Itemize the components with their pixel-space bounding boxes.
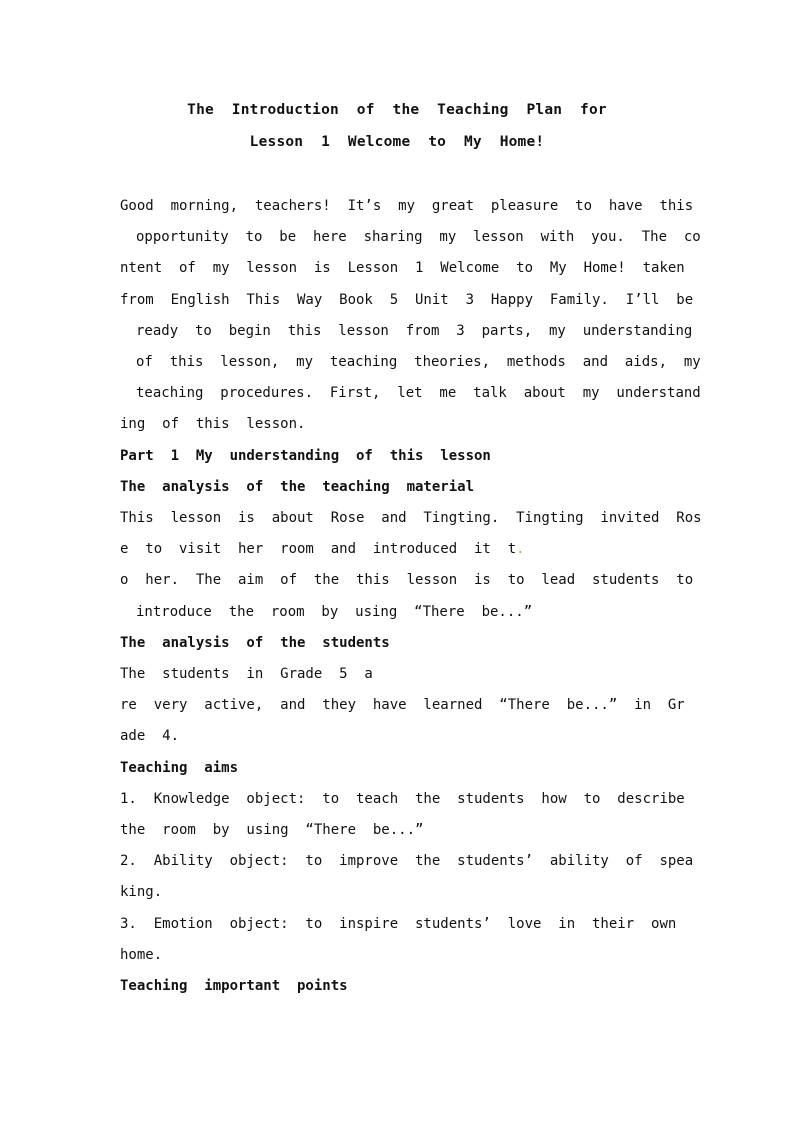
section-heading: Part 1 My understanding of this lesson	[120, 448, 491, 464]
paragraph-line: ing of this lesson.	[120, 416, 306, 432]
stray-mark: .	[516, 541, 525, 557]
paragraph-line: ntent of my lesson is Lesson 1 Welcome to My Home! taken	[120, 260, 685, 276]
list-item: 3. Emotion object: to inspire students’ love in their own	[120, 916, 677, 932]
paragraph-line: introduce the room by using “There be...”	[136, 604, 533, 620]
paragraph-line: of this lesson, my teaching theories, methods and aids, my	[136, 354, 701, 370]
list-item: 1. Knowledge object: to teach the students how to describe	[120, 791, 685, 807]
list-item: the room by using “There be...”	[120, 822, 424, 838]
document-title-line-1: The Introduction of the Teaching Plan for	[187, 102, 607, 118]
paragraph-line: from English This Way Book 5 Unit 3 Happy Family. I’ll be	[120, 292, 694, 308]
paragraph-line: ade 4.	[120, 728, 180, 744]
paragraph-line: ready to begin this lesson from 3 parts, my understanding	[136, 323, 693, 339]
list-item: home.	[120, 947, 163, 963]
section-heading: The analysis of the students	[120, 635, 390, 651]
section-heading: The analysis of the teaching material	[120, 479, 475, 495]
section-heading: Teaching aims	[120, 760, 239, 776]
paragraph-line: opportunity to be here sharing my lesson with you. The co	[136, 229, 701, 245]
list-item: king.	[120, 884, 163, 900]
paragraph-line: re very active, and they have learned “There be...” in Gr	[120, 697, 685, 713]
paragraph-line: Good morning, teachers! It’s my great pleasure to have this	[120, 198, 694, 214]
section-heading: Teaching important points	[120, 978, 348, 994]
paragraph-line: o her. The aim of the this lesson is to lead students to	[120, 572, 694, 588]
paragraph-line	[120, 539, 673, 559]
paragraph-line: This lesson is about Rose and Tingting. Tingting invited Ros	[120, 510, 702, 526]
document-title-line-2: Lesson 1 Welcome to My Home!	[249, 134, 545, 150]
list-item: 2. Ability object: to improve the students’ ability of spea	[120, 853, 694, 869]
paragraph-line: The students in Grade 5 a	[120, 666, 373, 682]
paragraph-text: e to visit her room and introduced it t	[120, 541, 517, 557]
paragraph-line: teaching procedures. First, let me talk about my understand	[136, 385, 701, 401]
